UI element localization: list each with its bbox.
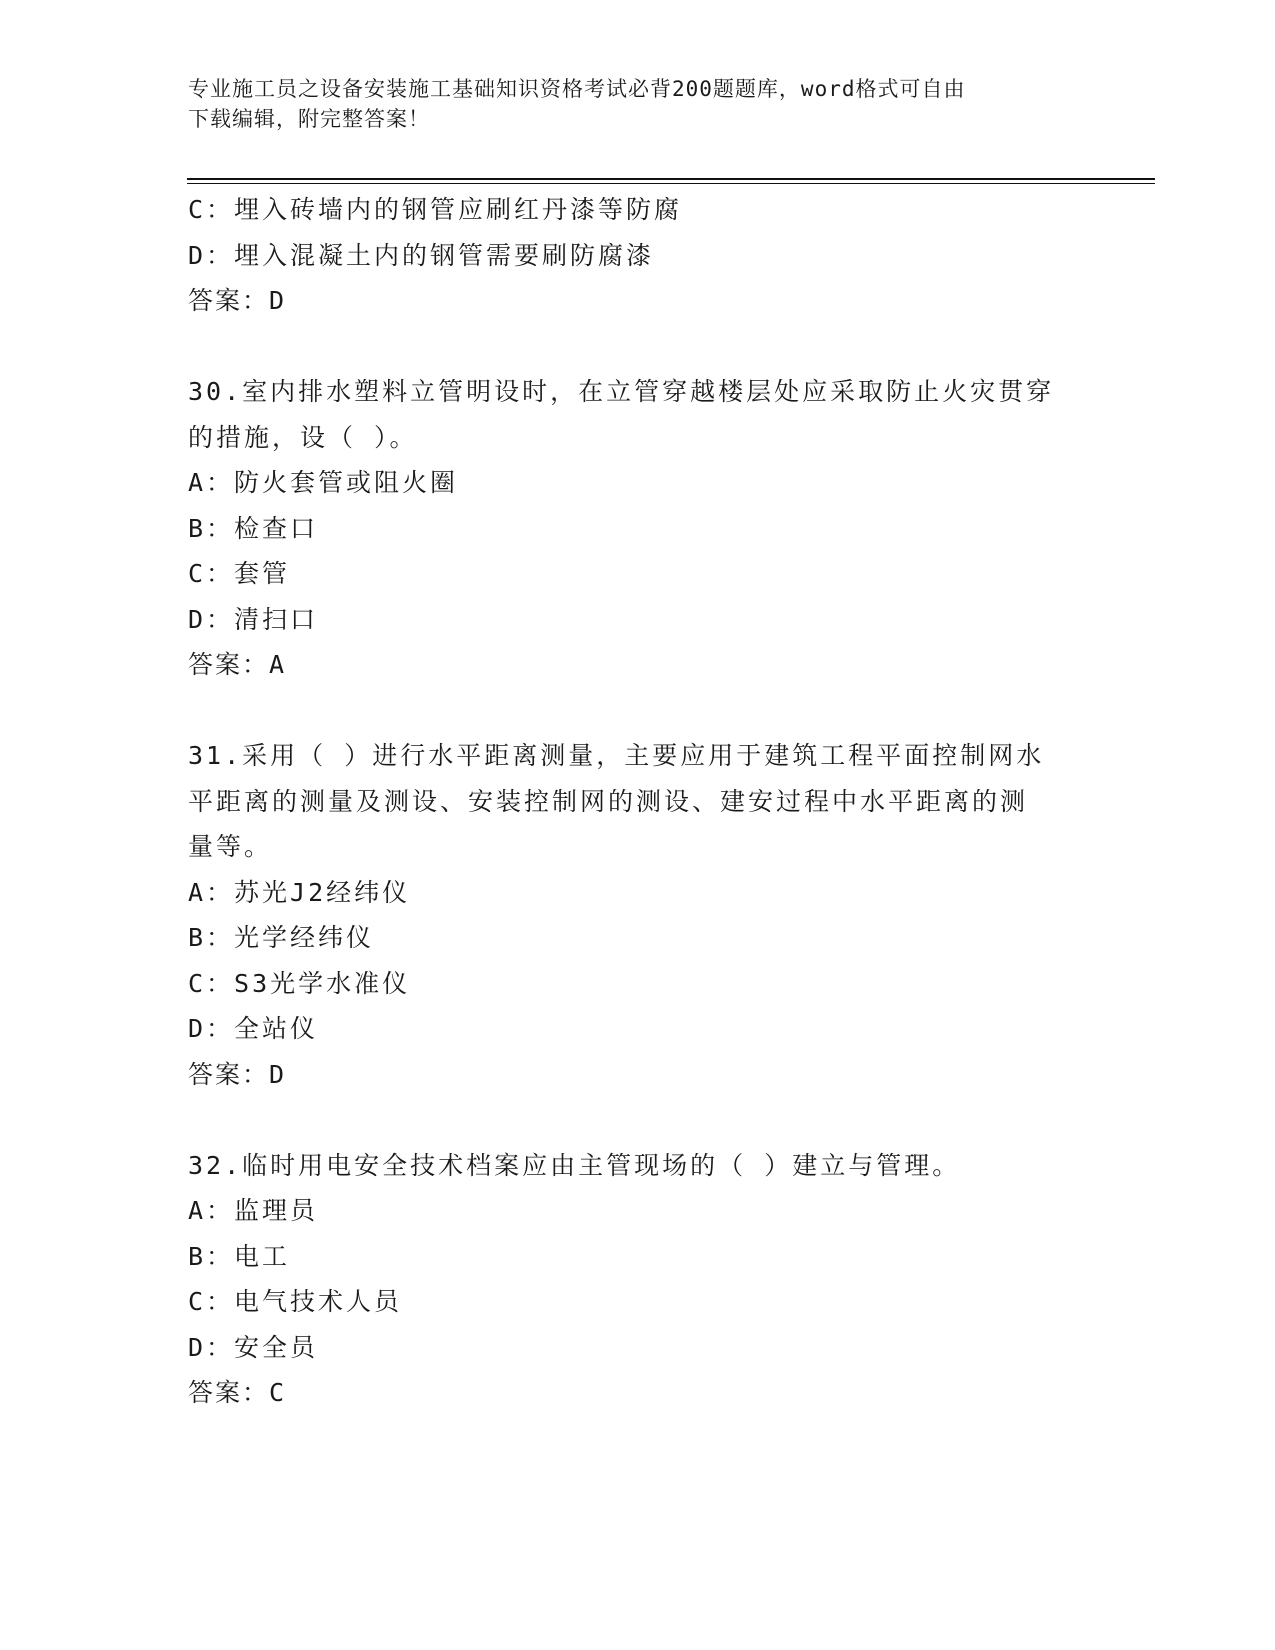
question-stem: 30.室内排水塑料立管明设时，在立管穿越楼层处应采取防止火灾贯穿 [188,377,1055,406]
question-stem: 平距离的测量及测设、安装控制网的测设、建安过程中水平距离的测 [188,786,1029,816]
option-c: C：S3光学水准仪 [188,968,411,998]
header-divider-thin [187,183,1155,184]
answer: 答案：D [188,286,287,315]
option-d: D：安全员 [188,1332,319,1362]
header-line-1: 专业施工员之设备安装施工基础知识资格考试必背200题题库，word格式可自由 [188,77,966,101]
option-c: C：电气技术人员 [188,1287,403,1316]
header-line-2: 下载编辑，附完整答案！ [188,107,430,131]
document-header [188,74,1068,134]
option-d: D：全站仪 [188,1014,319,1043]
option-c: C：埋入砖墙内的钢管应刷红丹漆等防腐 [188,195,683,224]
option-c: C：套管 [188,559,291,588]
option-b: B：光学经纬仪 [188,923,375,952]
option-b: B：电工 [188,1241,291,1271]
question-31 [188,733,1088,1097]
option-d: D：埋入混凝土内的钢管需要刷防腐漆 [188,240,655,270]
header-divider [187,178,1155,180]
option-a: A：监理员 [188,1196,319,1225]
option-a: A：防火套管或阻火圈 [188,468,459,497]
answer: 答案：D [188,1059,287,1089]
question-32 [188,1143,1088,1416]
question-30 [188,369,1088,688]
option-b: B：检查口 [188,513,319,543]
option-a: A：苏光J2经纬仪 [188,877,411,907]
question-stem: 31.采用（ ）进行水平距离测量，主要应用于建筑工程平面控制网水 [188,741,1045,770]
answer: 答案：A [188,650,287,679]
spacer [188,1097,1088,1143]
option-d: D：清扫口 [188,604,319,634]
spacer [188,324,1088,370]
question-content [188,187,1088,1416]
spacer [188,688,1088,734]
answer: 答案：C [188,1378,287,1407]
question-stem: 量等。 [188,832,273,861]
previous-question-tail [188,187,1088,324]
question-stem: 32.临时用电安全技术档案应由主管现场的（ ）建立与管理。 [188,1150,961,1180]
question-stem: 的措施，设（ ）。 [188,422,418,452]
